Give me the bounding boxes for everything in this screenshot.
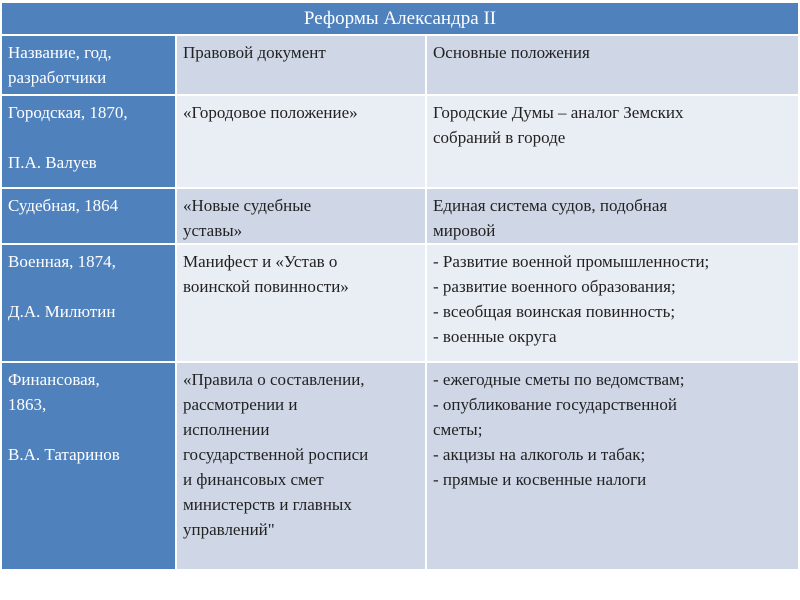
provisions-cell: Городские Думы – аналог Земских собраний в городе: [427, 96, 798, 187]
provisions-cell: - Развитие военной промышленности; - развитие военного образования; - всеобщая воинская повинность; - военные округа: [427, 245, 798, 361]
legal-document-cell: «Новые судебные уставы»: [177, 189, 427, 243]
table-row: [2, 245, 798, 363]
table-row: [2, 189, 798, 245]
reform-name-cell: Финансовая, 1863, В.А. Татаринов: [2, 363, 177, 569]
legal-document-cell: «Городовое положение»: [177, 96, 427, 187]
legal-document-cell: «Правила о составлении, рассмотрении и исполнении государственной росписи и финансовых смет министерств и главных управлений": [177, 363, 427, 569]
reform-name-cell: Городская, 1870, П.А. Валуев: [2, 96, 177, 187]
header-main-provisions: Основные положения: [427, 36, 798, 94]
reforms-table: [2, 3, 798, 569]
provisions-cell: Единая система судов, подобная мировой: [427, 189, 798, 243]
header-name-year-developers: Название, год, разработчики: [2, 36, 177, 94]
table-row: [2, 96, 798, 189]
reform-name-cell: Судебная, 1864: [2, 189, 177, 243]
table-title: Реформы Александра II: [2, 3, 798, 36]
table-row: [2, 363, 798, 569]
reform-name-cell: Военная, 1874, Д.А. Милютин: [2, 245, 177, 361]
provisions-cell: - ежегодные сметы по ведомствам; - опубликование государственной сметы; - акцизы на алкоголь и табак; - прямые и косвенные налоги: [427, 363, 798, 569]
legal-document-cell: Манифест и «Устав о воинской повинности»: [177, 245, 427, 361]
header-row: [2, 36, 798, 96]
header-legal-document: Правовой документ: [177, 36, 427, 94]
